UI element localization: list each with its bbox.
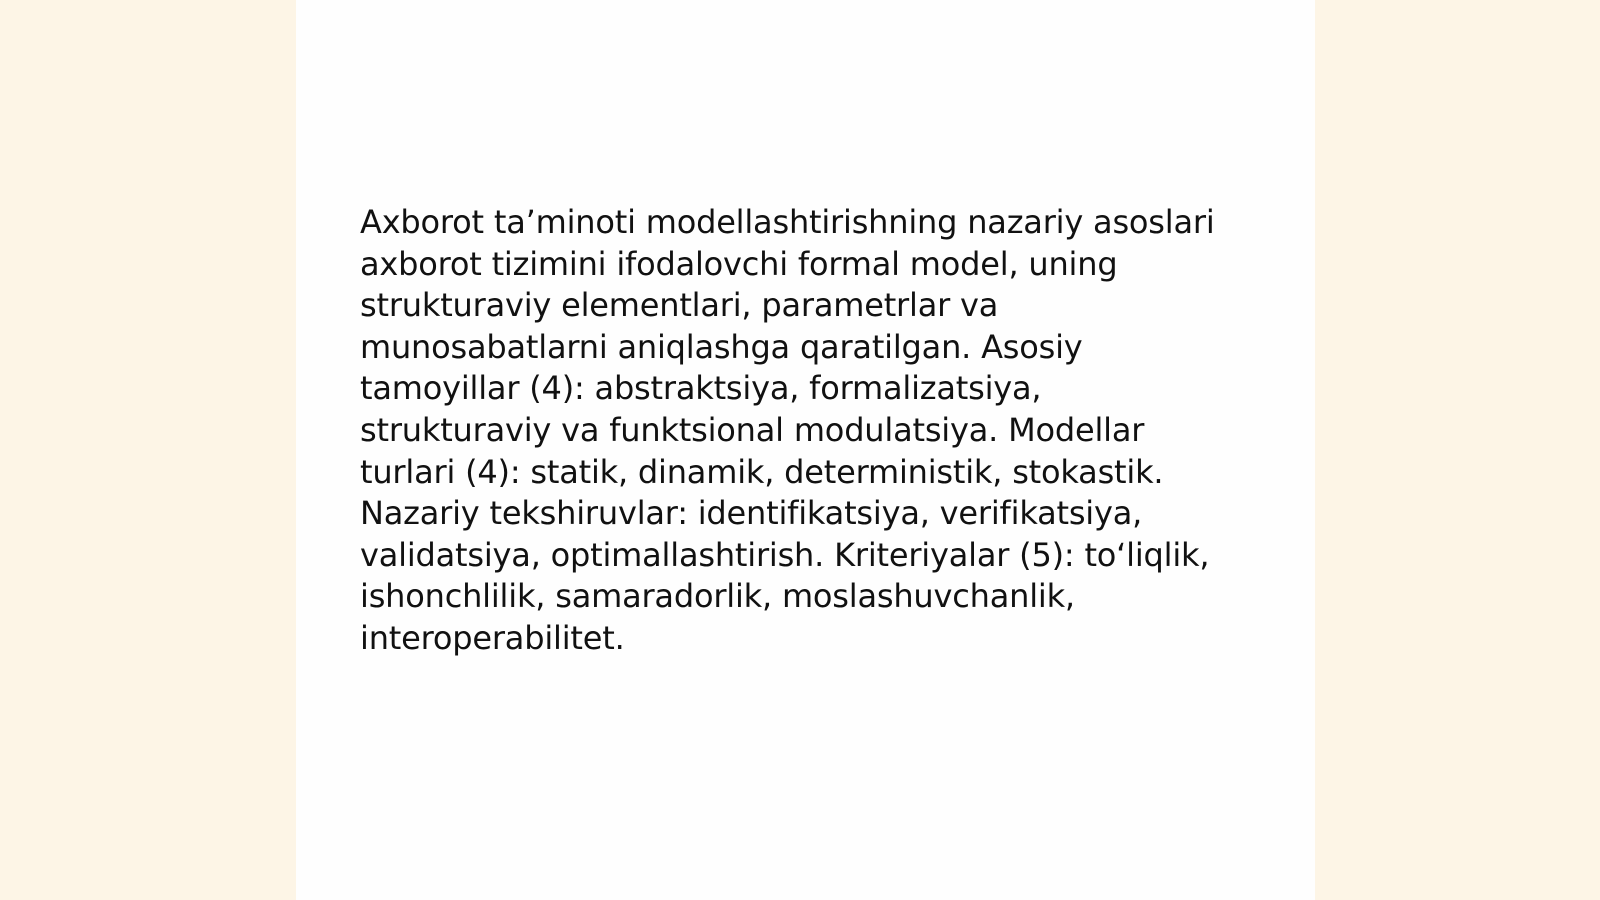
body-paragraph: Axborot ta’minoti modellashtirishning nazariy asoslari axborot tizimini ifodalovchi formal model, uning strukturaviy elementlari, parametrlar va munosabatlarni aniqlashga qaratilgan. Asosiy tamoyillar (4): abstraktsiya, formalizatsiya, strukturaviy va funktsional modulatsiya. Modellar turlari (4): statik, dinamik, deterministik, stokastik. Nazariy tekshiruvlar: identifikatsiya, verifikatsiya, validatsiya, optimallashtirish. Kriteriyalar (5): to‘liqlik, ishonchlilik, samaradorlik, moslashuvchanlik, interoperabilitet. bbox=[360, 203, 1215, 657]
document-page bbox=[296, 0, 1315, 900]
right-margin-background bbox=[1315, 0, 1600, 900]
left-margin-background bbox=[0, 0, 296, 900]
